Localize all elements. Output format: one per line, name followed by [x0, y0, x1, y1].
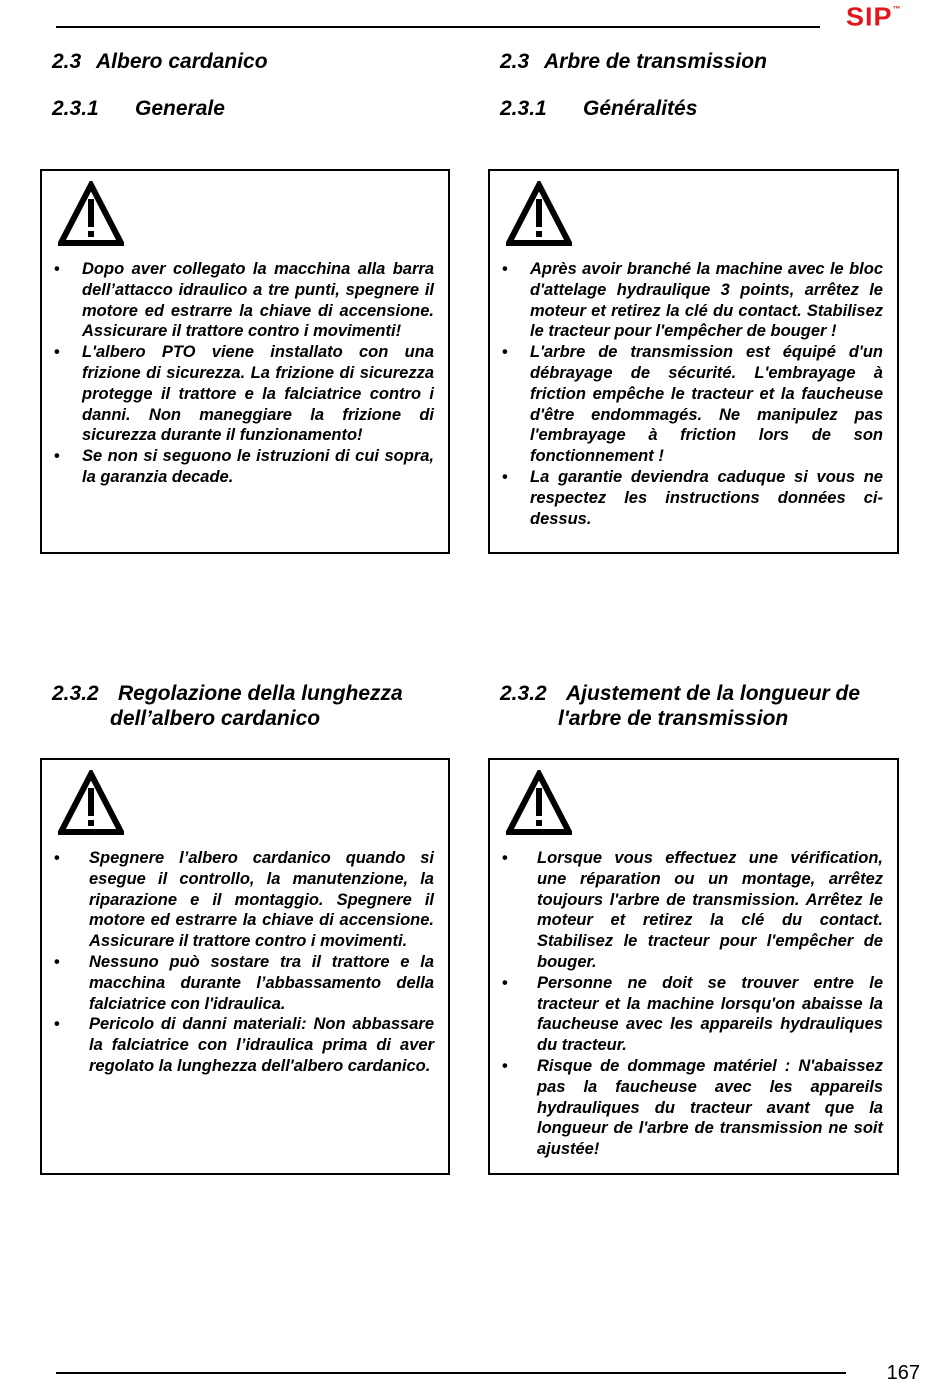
list-item: • Spegnere l’albero cardanico quando si esegue il controllo, la manutenzione, la riparazione e il montaggio. Spegnere il motore ed estrarre la chiave di accensione. Assicurare il trattore contro i movimenti.: [54, 848, 434, 952]
sip-logo: SIP™: [846, 2, 901, 32]
list-item: • Après avoir branché la machine avec le bloc d'attelage hydraulique 3 points, arrêtez le moteur et retirez la clé du contact. Stabilisez le tracteur pour l'empêcher de bouger !: [502, 259, 883, 342]
warning-box-fr-general: [488, 169, 899, 554]
heading-fr-2-3-1: 2.3.1 Généralités: [500, 97, 698, 120]
page-number: 167: [886, 1362, 920, 1384]
list-item: • Risque de dommage matériel : N'abaissez pas la faucheuse avec les appareils hydrauliques du tracteur avant que la longueur de l'arbre de transmission ne soit ajustée!: [502, 1056, 883, 1160]
list-item: • L'albero PTO viene installato con una frizione di sicurezza. La frizione di sicurezza protegge il trattore e la falciatrice contro i danni. Non maneggiare la frizione di sicurezza durante il funzionamento!: [54, 342, 434, 446]
warning-triangle-icon: [58, 181, 124, 247]
warning-list-it-length: [54, 848, 434, 1077]
list-item: • Se non si seguono le istruzioni di cui sopra, la garanzia decade.: [54, 446, 434, 488]
warning-triangle-icon: [506, 181, 572, 247]
heading-fr-2-3-2: 2.3.2 Ajustement de la longueur de l'arbre de transmission: [500, 682, 861, 730]
heading-it-2-3-2: 2.3.2 Regolazione della lunghezza dell’albero cardanico: [52, 682, 403, 730]
warning-box-fr-length: [488, 758, 899, 1175]
warning-triangle-icon: [58, 770, 124, 836]
heading-fr-2-3: 2.3 Arbre de transmission: [500, 50, 767, 73]
footer-rule: [56, 1372, 846, 1374]
list-item: • La garantie deviendra caduque si vous ne respectez les instructions données ci-dessus.: [502, 467, 883, 529]
list-item: • Nessuno può sostare tra il trattore e la macchina durante l’abbassamento della falciatrice con l'idraulica.: [54, 952, 434, 1014]
list-item: • Lorsque vous effectuez une vérification, une réparation ou un montage, arrêtez toujours l'arbre de transmission. Arrêtez le moteur et retirez la clé du contact. Stabilisez le tracteur pour l'empêcher de bouger.: [502, 848, 883, 973]
header-rule: [56, 26, 820, 28]
warning-list-it-general: [54, 259, 434, 488]
warning-list-fr-general: [502, 259, 883, 529]
warning-triangle-icon: [506, 770, 572, 836]
list-item: • Pericolo di danni materiali: Non abbassare la falciatrice con l’idraulica prima di aver regolato la lunghezza dell'albero cardanico.: [54, 1014, 434, 1076]
list-item: • L'arbre de transmission est équipé d'un débrayage de sécurité. L'embrayage à friction empêche le tracteur et la faucheuse d'être endommagés. Ne manipulez pas l'embrayage à friction lors de son fonctionnement !: [502, 342, 883, 467]
heading-it-2-3: 2.3 Albero cardanico: [52, 50, 268, 73]
list-item: • Personne ne doit se trouver entre le tracteur et la machine lorsqu'on abaisse la faucheuse avec les appareils hydrauliques du tracteur.: [502, 973, 883, 1056]
warning-box-it-length: [40, 758, 450, 1175]
list-item: • Dopo aver collegato la macchina alla barra dell’attacco idraulico a tre punti, spegnere il motore ed estrarre la chiave di accensione. Assicurare il trattore contro i movimenti!: [54, 259, 434, 342]
warning-list-fr-length: [502, 848, 883, 1160]
heading-it-2-3-1: 2.3.1 Generale: [52, 97, 225, 120]
warning-box-it-general: [40, 169, 450, 554]
